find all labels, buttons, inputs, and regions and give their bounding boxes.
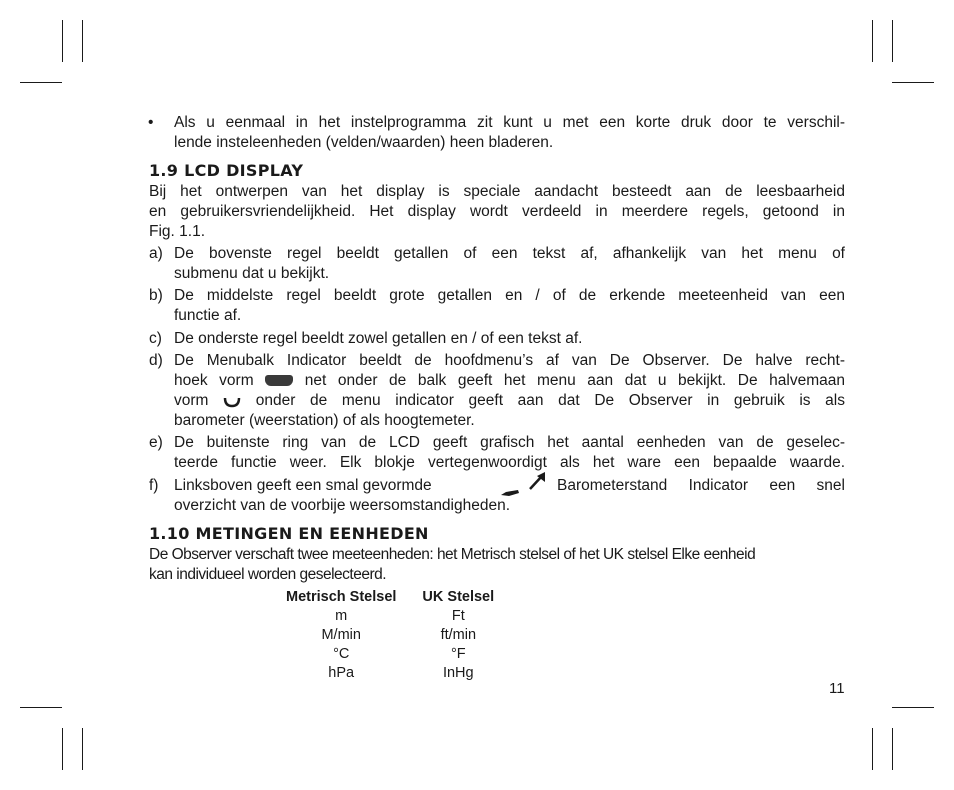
table-cell: °C <box>333 646 350 662</box>
list-item-line: De bovenste regel beeldt getallen of een tekst af, afhankelijk van het menu of <box>174 245 845 262</box>
crop-mark <box>872 20 873 62</box>
crop-mark <box>872 728 873 770</box>
list-label: f) <box>149 477 159 494</box>
table-cell: ft/min <box>440 627 477 643</box>
paragraph-line: kan individueel worden geselecteerd. <box>149 566 387 583</box>
crop-mark <box>82 20 83 62</box>
crop-mark <box>892 707 934 708</box>
paragraph-line: De Observer verschaft twee meeteenheden: het Metrisch stelsel of het UK stelsel Elke eenheid <box>149 546 756 563</box>
table-row <box>280 626 500 645</box>
paragraph-line: en gebruikersvriendelijkheid. Het display wordt verdeeld in meerdere regels, getoond in <box>149 203 845 220</box>
list-label: b) <box>149 287 163 304</box>
list-item-line: Linksboven geeft een smal gevormde <box>174 477 432 494</box>
column-header: UK Stelsel <box>422 589 495 605</box>
list-item-text: net onder de balk geeft het menu aan dat u bekijkt. De halvemaan <box>304 372 845 389</box>
list-item-line: De middelste regel beeldt grote getallen en / of de erkende meeteenheid van een <box>174 287 845 304</box>
table-header-row <box>280 588 500 607</box>
list-item-line: De onderste regel beeldt zowel getallen en / of een tekst af. <box>174 330 583 347</box>
crop-mark <box>20 707 62 708</box>
crop-mark <box>20 82 62 83</box>
crop-mark <box>82 728 83 770</box>
column-header: Metrisch Stelsel <box>286 589 397 605</box>
list-item-line <box>174 391 845 411</box>
table-row <box>280 645 500 664</box>
list-label: a) <box>149 245 163 262</box>
table-row <box>280 607 500 626</box>
crop-mark <box>62 728 63 770</box>
bullet-marker: • <box>148 114 154 131</box>
list-item-line: De Menubalk Indicator beeldt de hoofdmenu’s af van De Observer. De halve recht- <box>174 352 845 369</box>
table-cell: hPa <box>328 665 355 681</box>
bullet-line: Als u eenmaal in het instelprogramma zit kunt u met een korte druk door te verschil- <box>174 114 845 131</box>
table-cell: °F <box>450 646 466 662</box>
list-label: d) <box>149 352 163 369</box>
list-item-line: Barometerstand Indicator een snel <box>557 477 845 494</box>
list-item-line: functie af. <box>174 307 242 324</box>
paragraph-line: Fig. 1.1. <box>149 223 205 240</box>
table-row <box>280 664 500 683</box>
bullet-line: lende insteleenheden (velden/waarden) heen bladeren. <box>174 134 554 151</box>
paragraph-line: Bij het ontwerpen van het display is speciale aandacht besteedt aan de leesbaarheid <box>149 183 845 200</box>
list-label: e) <box>149 434 163 451</box>
page-number: 11 <box>829 680 845 697</box>
crop-mark <box>892 20 893 62</box>
crop-mark <box>892 728 893 770</box>
crop-mark <box>62 20 63 62</box>
barometer-trend-icon <box>500 470 550 498</box>
section-heading-metingen: 1.10 METINGEN EN EENHEDEN <box>149 524 429 543</box>
list-item-line: barometer (weerstation) of als hoogtemeter. <box>174 412 475 429</box>
list-item-line <box>174 371 845 391</box>
list-item-line: De buitenste ring van de LCD geeft grafisch het aantal eenheden van de geselec- <box>174 434 845 451</box>
list-item-line: submenu dat u bekijkt. <box>174 265 330 282</box>
list-item-text: hoek vorm <box>174 372 254 389</box>
list-item-line: teerde functie weer. Elk blokje vertegenwoordigt als het ware een bepaalde waarde. <box>174 454 845 471</box>
table-cell: m <box>335 608 348 624</box>
list-label: c) <box>149 330 162 347</box>
section-heading-lcd-display: 1.9 LCD DISPLAY <box>149 161 304 180</box>
units-table <box>280 588 500 683</box>
list-item-text: onder de menu indicator geeft aan dat De Observer in gebruik is als <box>255 392 845 409</box>
table-cell: InHg <box>442 665 474 681</box>
table-cell: Ft <box>451 608 465 624</box>
half-rectangle-icon <box>265 375 293 386</box>
list-item-line: overzicht van de voorbije weersomstandigheden. <box>174 497 511 514</box>
crop-mark <box>892 82 934 83</box>
table-cell: M/min <box>321 627 361 643</box>
list-item-text: vorm <box>174 392 209 409</box>
half-moon-icon <box>223 396 241 408</box>
